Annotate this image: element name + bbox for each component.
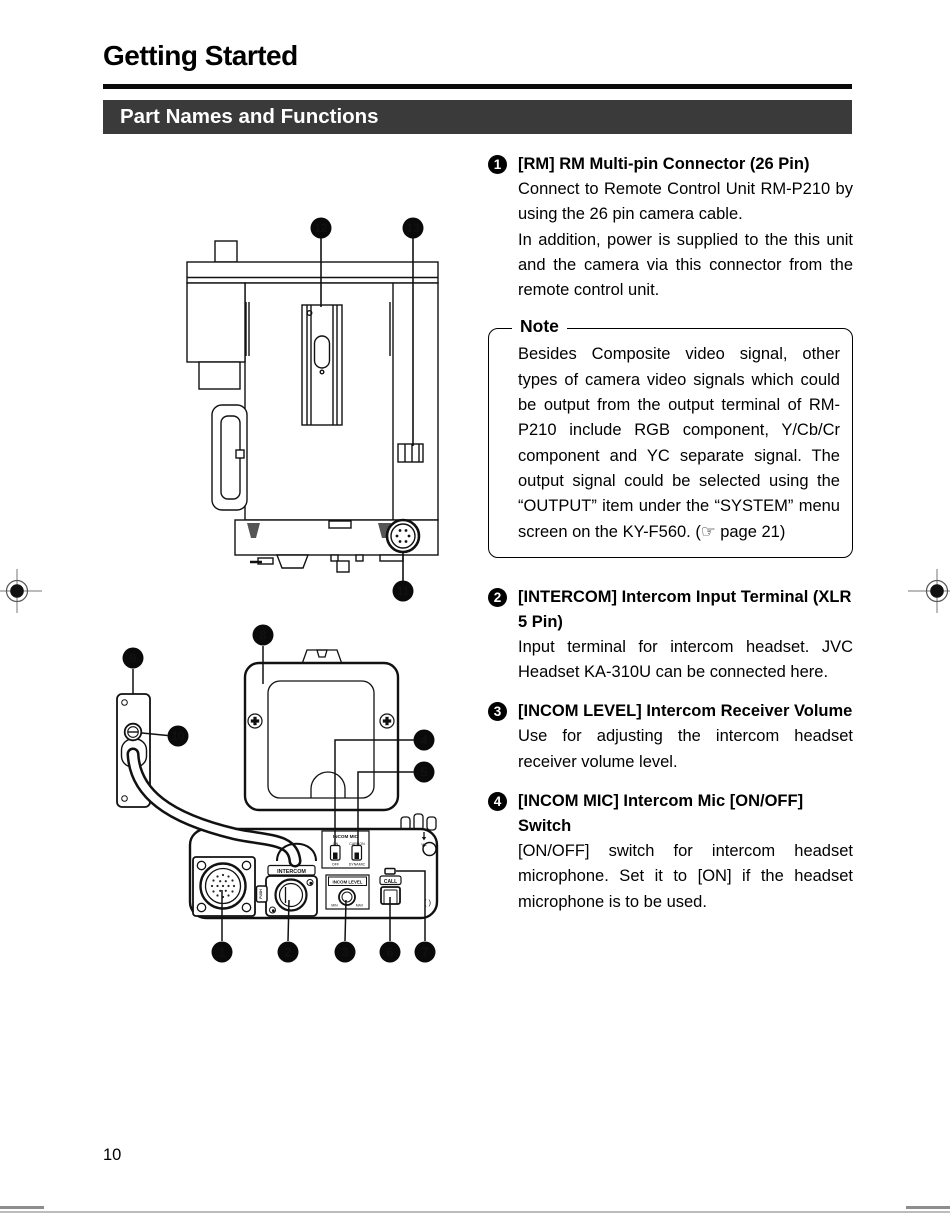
part-item-2 (488, 585, 853, 686)
item-number-badge: 3 (488, 702, 507, 721)
part-item-4 (488, 789, 853, 915)
svg-text:1: 1 (218, 944, 226, 960)
round-connector (387, 520, 419, 552)
callout-badge-9 (123, 648, 144, 669)
vf-label: VF (421, 842, 427, 848)
callout-badge-5 (414, 762, 435, 783)
title-rule (103, 84, 852, 89)
item-title: [INCOM LEVEL] Intercom Receiver Volume (518, 702, 853, 721)
camera-rear-view-diagram (95, 620, 470, 970)
side-connector-block (398, 444, 423, 462)
svg-text:10: 10 (171, 731, 185, 744)
note-label: Note (512, 316, 567, 337)
callout-badge-11 (393, 581, 414, 602)
note-body: Besides Composite video signal, other types of camera video signals which could be output from the output terminal of RM-P210 include RGB component, Y/Cb/Cr component and YC separate signal. The output signal could be selected using the “OUTPUT” item under the “SYSTEM” menu screen on the KY-F560. (☞ page 21) (518, 345, 840, 541)
page-title: Getting Started (103, 40, 298, 71)
descriptions-column (488, 152, 853, 929)
carbon-label: CARBON (349, 841, 365, 846)
crop-mark-bottom-right (906, 1206, 950, 1209)
item-body: [ON/OFF] switch for intercom headset microphone. Set it to [ON] if the headset microphone is to be used. (518, 842, 853, 911)
max-label: MAX (355, 903, 364, 908)
off-label: OFF (331, 862, 340, 867)
callout-badge-4 (414, 730, 435, 751)
note-box (488, 316, 853, 557)
item-title: [INTERCOM] Intercom Input Terminal (XLR 5 Pin) (518, 587, 852, 631)
accessory-shoe-rail (302, 305, 342, 425)
svg-text:11: 11 (396, 586, 410, 599)
svg-text:12: 12 (314, 223, 328, 236)
callout-badge-6 (380, 942, 401, 963)
callout-badge-2 (278, 942, 299, 963)
callout-badge-12 (311, 218, 332, 239)
svg-text:13: 13 (406, 223, 420, 236)
item-number-badge: 2 (488, 588, 507, 607)
svg-text:4: 4 (420, 732, 428, 748)
item-title: [RM] RM Multi-pin Connector (26 Pin) (518, 155, 810, 173)
registration-mark-right (906, 569, 950, 613)
svg-text:7: 7 (421, 944, 429, 960)
item-title: [INCOM MIC] Intercom Mic [ON/OFF] Switch (518, 792, 804, 836)
callout-badge-7 (415, 942, 436, 963)
page-number: 10 (103, 1146, 122, 1164)
item-body: Connect to Remote Control Unit RM-P210 by using the 26 pin camera cable. (518, 180, 853, 224)
item-body: In addition, power is supplied to the this unit and the camera via this connector from the remote control unit. (518, 230, 853, 300)
callout-badge-13 (403, 218, 424, 239)
on-label: ON (332, 841, 339, 846)
callout-badge-1 (212, 942, 233, 963)
back-panel (245, 650, 398, 810)
item-number-badge: 1 (488, 155, 507, 174)
item-body: Use for adjusting the intercom headset receiver volume level. (518, 727, 853, 771)
svg-text:9: 9 (129, 650, 137, 666)
svg-text:6: 6 (386, 944, 394, 960)
min-label: MIN (331, 903, 338, 908)
callout-badge-3 (335, 942, 356, 963)
dynamic-label: DYNAMIC (348, 862, 366, 867)
call-label: CALL (383, 878, 398, 885)
incom-level-label: INCOM LEVEL (332, 879, 363, 885)
push-label: PUSH (258, 889, 263, 899)
tally-indicator (385, 869, 395, 875)
intercom-label: INTERCOM (277, 868, 306, 875)
item-number-badge: 4 (488, 792, 507, 811)
part-item-1 (488, 152, 853, 303)
svg-text:5: 5 (420, 764, 428, 780)
svg-text:2: 2 (284, 944, 292, 960)
camera-side-view-diagram (140, 195, 485, 615)
callout-badge-10 (168, 726, 189, 747)
paren-mark: ( ) (423, 898, 432, 907)
part-item-3 (488, 699, 853, 775)
crop-mark-bottom-left (0, 1206, 44, 1209)
registration-mark-left (0, 569, 44, 613)
svg-text:8: 8 (259, 627, 267, 643)
incom-mic-label: INCOM MIC (332, 834, 359, 839)
section-banner: Part Names and Functions (103, 100, 852, 134)
svg-text:3: 3 (341, 944, 349, 960)
multi-pin-connector (193, 857, 255, 916)
callout-badge-8 (253, 625, 274, 646)
item-body: Input terminal for intercom headset. JVC Headset KA-310U can be connected here. (518, 637, 853, 682)
